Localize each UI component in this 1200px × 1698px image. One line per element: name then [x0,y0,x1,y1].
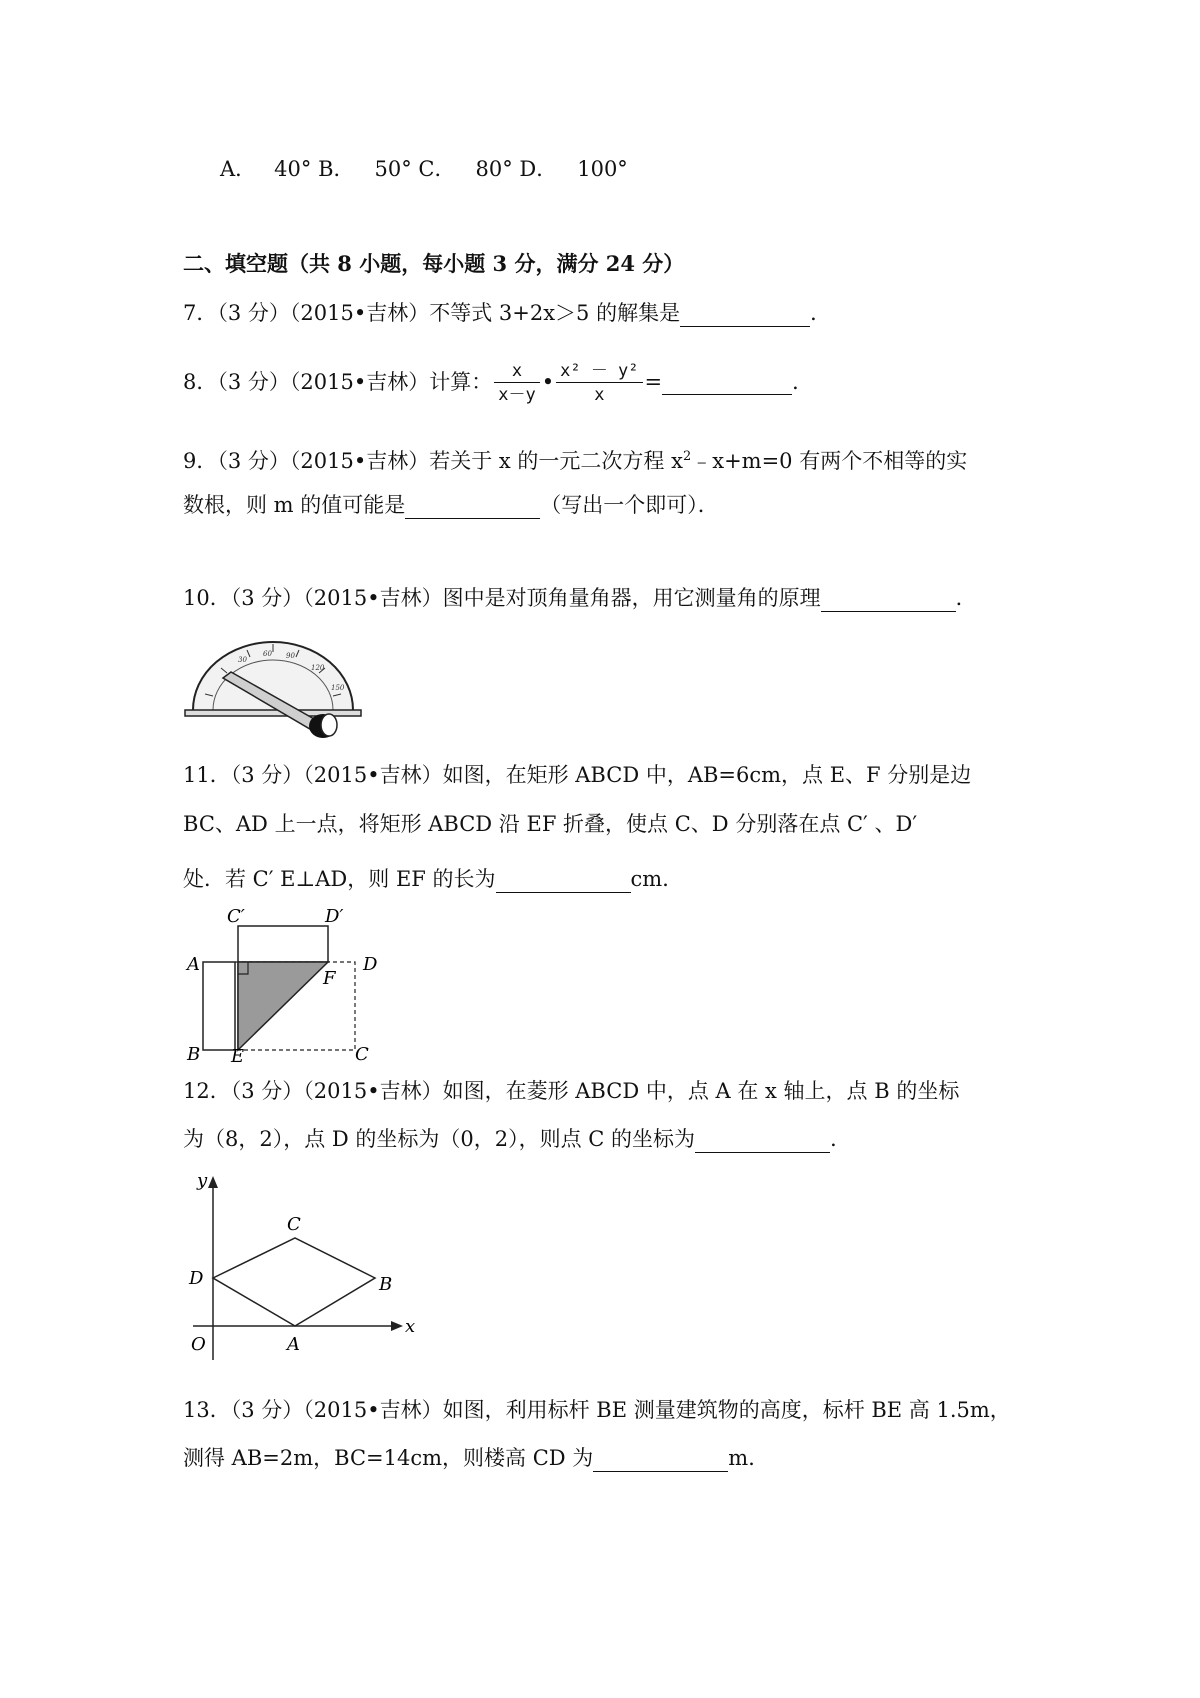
axis-x-label: x [405,1316,416,1337]
label-b: B [187,1044,201,1062]
q8-frac1-numerator: x [494,360,539,383]
option-c-value: 80° D． [475,157,558,181]
q6-options [220,155,628,183]
question-9-line-2 [183,491,719,519]
question-12-line-1: 12．（3 分）（2015•吉林）如图，在菱形 ABCD 中，点 A 在 x 轴上，点 B 的坐标 [183,1079,960,1103]
question-10 [183,584,977,612]
protractor-tick-120: 120 [311,664,325,672]
q9-text-b: ﹣x+m=0 有两个不相等的实 [691,449,968,473]
q8-suffix: ． [792,370,814,394]
option-d-value: 100° [577,157,628,181]
question-7 [183,299,831,327]
q8-frac2-denominator: x [594,385,605,405]
label-c: C [355,1044,369,1062]
protractor-tick-60: 60 [263,650,272,658]
q11-suffix: cm． [630,867,684,891]
rectangle-fold-figure [183,902,383,1062]
q10-text: 10．（3 分）（2015•吉林）图中是对顶角量角器，用它测量角的原理 [183,586,821,610]
origin-label: O [191,1334,206,1355]
q9-text-d: （写出一个即可）． [540,493,719,517]
option-b-value: 50° C． [374,157,456,181]
q7-text: 7．（3 分）（2015•吉林）不等式 3+2x＞5 的解集是 [183,301,681,325]
question-8 [183,352,813,412]
option-a-value: 40° B． [274,157,355,181]
question-13-line-2 [183,1444,769,1472]
q9-answer-blank [405,496,540,519]
protractor-figure [183,632,363,744]
q8-text: 8．（3 分）（2015•吉林）计算： [183,370,493,394]
q8-equals: = [644,370,663,394]
question-13-line-1: 13．（3 分）（2015•吉林）如图，利用标杆 BE 测量建筑物的高度，标杆 BE 高 1.5m， [183,1398,1011,1422]
protractor-tick-150: 150 [331,684,345,692]
option-a-label: A． [220,157,257,181]
label-a: A [187,954,200,975]
q8-fraction-1 [494,360,539,407]
q9-superscript: 2 [682,449,692,464]
q10-answer-blank [821,589,956,612]
q10-suffix: ． [955,586,977,610]
question-9-line-1 [183,443,967,475]
q13-suffix: m． [728,1446,770,1470]
q12-text: 为（8，2），点 D 的坐标为（0，2），则点 C 的坐标为 [183,1127,696,1151]
label-d: D [363,954,378,975]
q11-text: 处．若 C′ E⊥AD，则 EF 的长为 [183,867,496,891]
point-a-label: A [287,1334,300,1355]
rhombus-coordinate-figure [183,1168,423,1368]
q8-answer-blank [662,372,792,395]
q12-answer-blank [695,1130,830,1153]
label-c-prime: C′ [227,906,245,927]
question-11-line-1: 11．（3 分）（2015•吉林）如图，在矩形 ABCD 中，AB=6cm，点 E、F 分别是边 [183,763,972,787]
q7-suffix: ． [810,301,832,325]
axis-y-label: y [197,1170,208,1191]
question-11-line-2: BC、AD 上一点，将矩形 ABCD 沿 EF 折叠，使点 C、D 分别落在点 C′ 、D′ [183,812,918,836]
q8-fraction-2 [556,360,642,407]
q12-suffix: ． [830,1127,852,1151]
question-12-line-2 [183,1125,851,1153]
q8-frac2-numerator: x² － y² [556,360,642,383]
question-11-line-3 [183,865,683,893]
label-e: E [231,1046,245,1062]
q9-text-c: 数根，则 m 的值可能是 [183,493,406,517]
q11-answer-blank [496,870,631,893]
protractor-tick-30: 30 [238,656,247,664]
point-b-label: B [379,1274,393,1295]
point-d-label: D [189,1268,204,1289]
q13-answer-blank [593,1449,728,1472]
section-heading: 二、填空题（共 8 小题，每小题 3 分，满分 24 分） [183,251,685,276]
q7-answer-blank [680,304,810,327]
q8-dot: • [541,370,555,394]
label-f: F [323,968,336,989]
q13-text: 测得 AB=2m，BC=14cm，则楼高 CD 为 [183,1446,594,1470]
q9-text-a: 9．（3 分）（2015•吉林）若关于 x 的一元二次方程 x [183,449,683,473]
protractor-tick-90: 90 [286,652,295,660]
label-d-prime: D′ [325,906,344,927]
point-c-label: C [287,1214,301,1235]
q8-frac1-denominator: x－y [498,385,536,405]
